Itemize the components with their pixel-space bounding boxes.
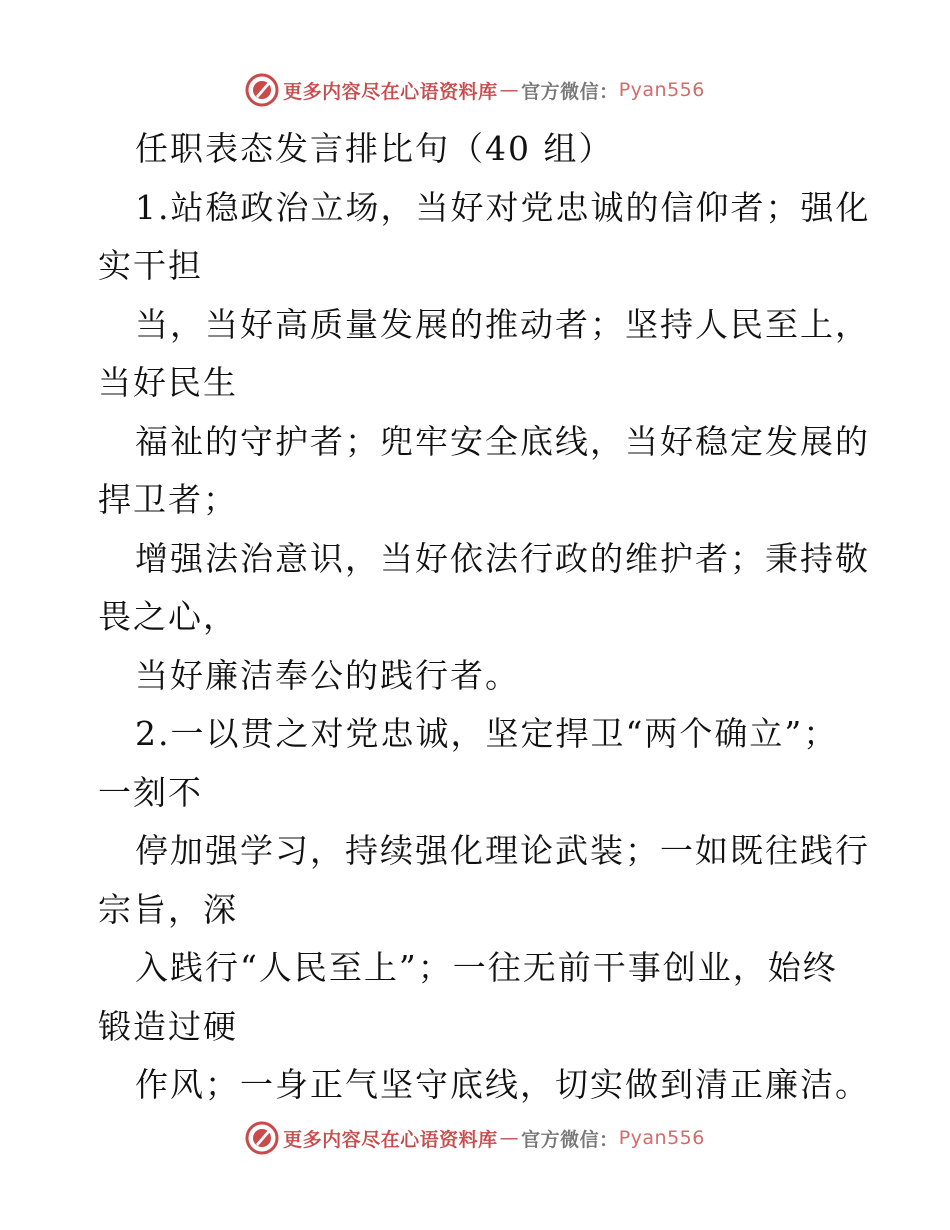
text-line: 作风；一身正气坚守底线，切实做到清正廉洁。 (135, 1065, 870, 1104)
text-line: 2.一以贯之对党忠诚，坚定捍卫“两个确立”； (135, 714, 839, 753)
text-line: 增强法治意识，当好依法行政的维护者；秉持敬 (135, 538, 870, 578)
watermark-brand: 更多内容尽在心语资料库 (283, 1128, 498, 1151)
text-line: 停加强学习，持续强化理论武装；一如既往践行 (135, 831, 870, 870)
text-line: 1.站稳政治立场，当好对党忠诚的信仰者；强化 (135, 187, 871, 227)
watermark-separator: — (499, 79, 520, 101)
watermark-brand: 更多内容尽在心语资料库 (283, 80, 498, 103)
text-line: 实干担 (98, 246, 203, 285)
text-line: 宗旨，深 (98, 889, 238, 929)
text-line: 福祉的守护者；兜牢安全底线，当好稳定发展的 (135, 421, 870, 461)
seal-logo-icon (245, 1121, 279, 1155)
watermark-label: 官方微信： (521, 80, 619, 103)
text-line: 当好民生 (98, 363, 238, 402)
watermark-header (0, 70, 950, 110)
text-line: 入践行“人民至上”；一往无前干事创业，始终 (135, 948, 838, 987)
text-line: 畏之心， (98, 597, 238, 636)
text-line: 锻造过硬 (98, 1006, 238, 1046)
watermark-footer (0, 1118, 950, 1158)
document-body (98, 120, 871, 1115)
text-line: 一刻不 (98, 772, 203, 812)
text-line: 当好廉洁奉公的践行者。 (135, 655, 520, 695)
text-line: 当，当好高质量发展的推动者；坚持人民至上， (135, 304, 870, 344)
watermark-label: 官方微信： (521, 1128, 619, 1151)
seal-logo-icon (245, 73, 279, 107)
document-title: 任职表态发言排比句（40 组） (135, 129, 614, 168)
watermark-account: Pyan556 (618, 1127, 705, 1149)
text-line: 捍卫者； (98, 480, 238, 519)
watermark-account: Pyan556 (618, 79, 705, 101)
watermark-separator: — (499, 1127, 520, 1149)
